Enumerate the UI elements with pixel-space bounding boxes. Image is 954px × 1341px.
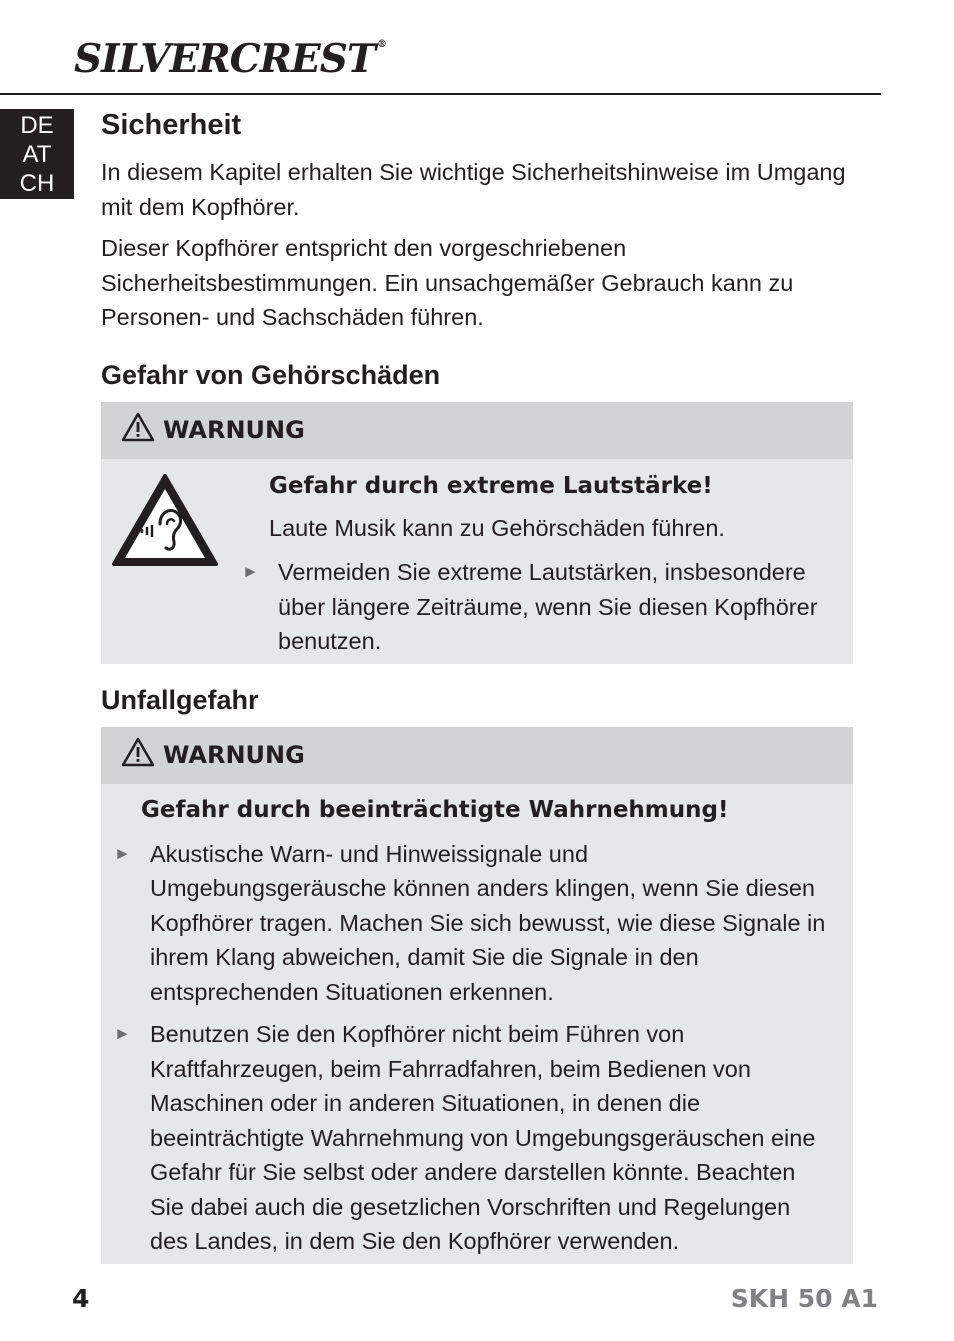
accident-warning-box xyxy=(101,727,853,1264)
accident-bullet-1 xyxy=(114,837,826,1010)
hearing-warning-header xyxy=(101,402,853,459)
hearing-warning-body xyxy=(242,469,839,659)
accident-warning-title: Gefahr durch beeinträchtigte Wahrnehmung! xyxy=(141,796,729,823)
arrow-bullet-icon: ► xyxy=(114,843,131,863)
arrow-bullet-icon: ► xyxy=(242,562,259,581)
accident-bullet-list xyxy=(114,837,826,1259)
hearing-bullet xyxy=(242,555,839,659)
hearing-warning-box xyxy=(101,402,853,664)
warning-label: WARNUNG xyxy=(163,416,305,444)
hearing-bullet-text: Vermeiden Sie extreme Lautstärken, insbesondere über längere Zeiträume, wenn Sie diesen Kopfhörer benutzen. xyxy=(278,559,818,654)
lang-de: DE xyxy=(20,112,54,139)
accident-bullet-1-text: Akustische Warn- und Hinweissignale und Umgebungsgeräusche können anders klingen, wenn Sie diesen Kopfhörer tragen. Machen Sie sich bewusst, wie diese Signale in ihrem Klang abweichen, damit Sie die Signale in den entsprechenden Situationen erkennen. xyxy=(150,840,826,1005)
lang-ch: CH xyxy=(19,170,55,197)
intro-paragraph-1: In diesem Kapitel erhalten Sie wichtige Sicherheitshinweise im Umgang mit dem Kopfhörer. xyxy=(101,159,846,220)
accident-bullet-2-text: Benutzen Sie den Kopfhörer nicht beim Führen von Kraftfahrzeugen, beim Fahrradfahren, beim Bedienen von Maschinen oder in anderen Situationen, in denen die beeinträchtigte Wahrnehmung von Umgebungsgeräuschen eine Gefahr für Sie selbst oder andere darstellen könnte. Beachten Sie dabei auch die gesetzlichen Vorschriften und Regelungen des Landes, in dem Sie den Kopfhörer verwenden. xyxy=(150,1021,816,1254)
header-rule xyxy=(0,93,881,95)
hearing-warning-title: Gefahr durch extreme Lautstärke! xyxy=(269,472,713,499)
main-content xyxy=(101,105,853,1264)
brand-logo xyxy=(74,36,386,82)
section-title: Sicherheit xyxy=(101,109,242,141)
warning-label: WARNUNG xyxy=(163,741,305,769)
hearing-warning-text: Laute Musik kann zu Gehörschäden führen. xyxy=(269,514,725,541)
page-number: 4 xyxy=(72,1284,90,1313)
lang-at: AT xyxy=(22,141,52,168)
arrow-bullet-icon: ► xyxy=(114,1024,131,1043)
intro-paragraph-2: Dieser Kopfhörer entspricht den vorgeschriebenen Sicherheitsbestimmungen. Ein unsachgemäßer Gebrauch kann zu Personen- und Sachschäden führen. xyxy=(101,235,794,330)
hearing-heading: Gefahr von Gehörschäden xyxy=(101,359,441,390)
language-tab xyxy=(0,109,74,199)
hearing-hazard-icon xyxy=(110,472,220,574)
accident-warning-header xyxy=(101,727,853,784)
registered-mark: ® xyxy=(376,39,386,50)
model-number: SKH 50 A1 xyxy=(730,1284,878,1313)
accident-heading: Unfallgefahr xyxy=(101,684,259,715)
accident-bullet-2 xyxy=(114,1017,826,1259)
brand-name: SILVERCREST xyxy=(74,36,375,82)
warning-triangle-icon xyxy=(121,737,163,773)
warning-triangle-icon xyxy=(121,412,163,448)
